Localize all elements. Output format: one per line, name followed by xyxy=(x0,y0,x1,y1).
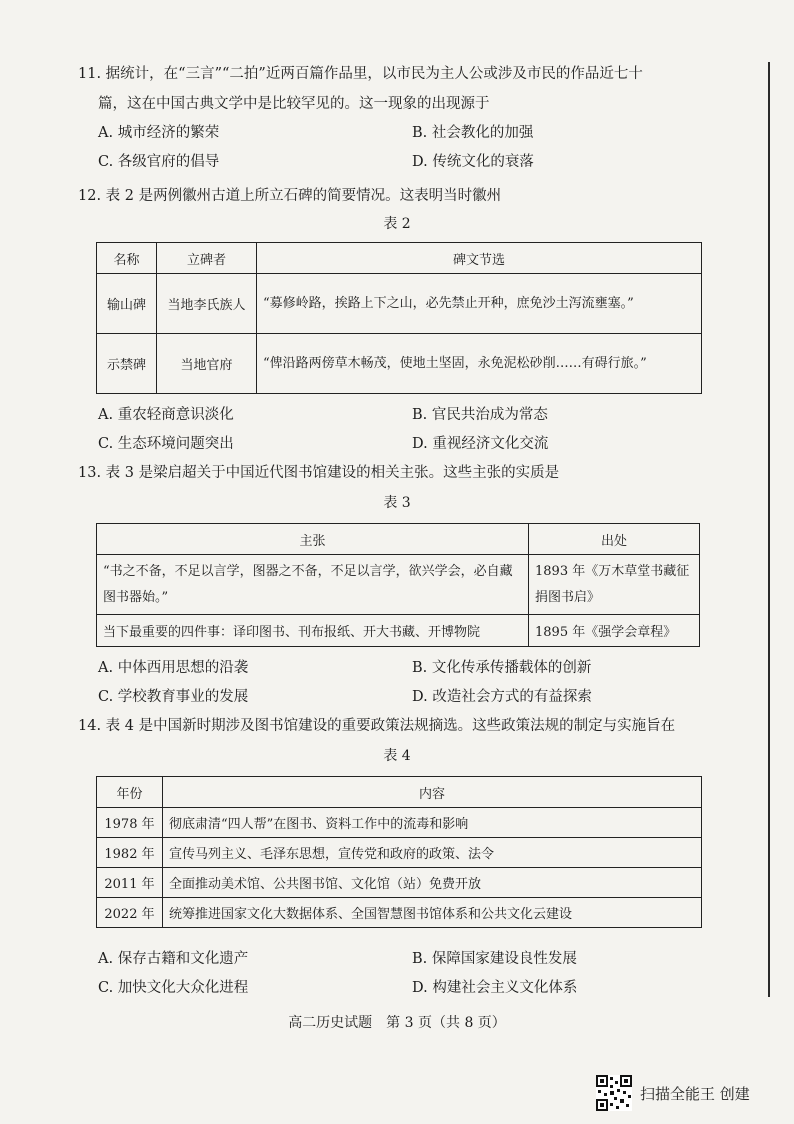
table2-cell: “俾沿路两傍草木畅茂，使地土坚固，永免泥松砂削……有碍行旅。” xyxy=(257,334,702,394)
table3-cell: “书之不备，不足以言学，图器之不备，不足以言学，欲兴学会，必自藏图书器始。” xyxy=(97,555,529,615)
table-2 xyxy=(96,242,702,394)
table4-cell: 1982 年 xyxy=(97,838,163,868)
q12-option-a: A. 重农轻商意识淡化 xyxy=(98,407,234,423)
table2-cell: “募修岭路，挨路上下之山，必先禁止开种，庶免沙土泻流壅塞。” xyxy=(257,274,702,334)
table4-cell: 2022 年 xyxy=(97,898,163,928)
qr-code-icon xyxy=(596,1075,632,1111)
table2-header-erector: 立碑者 xyxy=(157,243,257,274)
q13-option-a: A. 中体西用思想的沿袭 xyxy=(98,660,249,676)
table-4 xyxy=(96,776,702,928)
table2-caption: 表 2 xyxy=(383,216,411,232)
table2-cell: 示禁碑 xyxy=(97,334,157,394)
table3-cell: 当下最重要的四件事：译印图书、刊布报纸、开大书藏、开博物院 xyxy=(97,615,529,647)
margin-rule xyxy=(768,62,770,997)
q11-option-a: A. 城市经济的繁荣 xyxy=(98,125,220,141)
q11-option-b: B. 社会教化的加强 xyxy=(412,125,534,141)
table2-cell: 输山碑 xyxy=(97,274,157,334)
table4-header-content: 内容 xyxy=(163,777,702,808)
table4-cell: 彻底肃清“四人帮”在图书、资料工作中的流毒和影响 xyxy=(163,808,702,838)
q11-line1: 11. 据统计，在“三言”“二拍”近两百篇作品里，以市民为主人公或涉及市民的作品近七十 xyxy=(78,66,643,82)
q12-option-c: C. 生态环境问题突出 xyxy=(98,436,234,452)
q14-option-b: B. 保障国家建设良性发展 xyxy=(412,951,577,967)
q11-option-d: D. 传统文化的衰落 xyxy=(412,154,534,170)
table4-caption: 表 4 xyxy=(383,748,411,764)
table2-cell: 当地官府 xyxy=(157,334,257,394)
table3-cell: 1893 年《万木草堂书藏征捐图书启》 xyxy=(529,555,700,615)
table3-caption: 表 3 xyxy=(383,495,411,511)
table2-cell: 当地李氏族人 xyxy=(157,274,257,334)
q14-option-a: A. 保存古籍和文化遗产 xyxy=(98,951,249,967)
q12-stem: 12. 表 2 是两例徽州古道上所立石碑的简要情况。这表明当时徽州 xyxy=(78,188,502,204)
q12-option-d: D. 重视经济文化交流 xyxy=(412,436,549,452)
q14-stem: 14. 表 4 是中国新时期涉及图书馆建设的重要政策法规摘选。这些政策法规的制定与实施旨在 xyxy=(78,718,676,734)
table4-cell: 宣传马列主义、毛泽东思想，宣传党和政府的政策、法令 xyxy=(163,838,702,868)
scanner-watermark-text: 扫描全能王 创建 xyxy=(640,1085,750,1103)
table3-header-source: 出处 xyxy=(529,524,700,555)
q12-option-b: B. 官民共治成为常态 xyxy=(412,407,548,423)
q11-option-c: C. 各级官府的倡导 xyxy=(98,154,220,170)
table-3 xyxy=(96,523,700,647)
table4-cell: 2011 年 xyxy=(97,868,163,898)
q13-option-b: B. 文化传承传播载体的创新 xyxy=(412,660,592,676)
q13-stem: 13. 表 3 是梁启超关于中国近代图书馆建设的相关主张。这些主张的实质是 xyxy=(78,465,560,481)
page-footer: 高二历史试题 第 3 页（共 8 页） xyxy=(288,1015,506,1031)
q14-option-c: C. 加快文化大众化进程 xyxy=(98,980,249,996)
q11-line2: 篇，这在中国古典文学中是比较罕见的。这一现象的出现源于 xyxy=(98,96,490,112)
table2-header-excerpt: 碑文节选 xyxy=(257,243,702,274)
q14-option-d: D. 构建社会主义文化体系 xyxy=(412,980,578,996)
q13-option-d: D. 改造社会方式的有益探索 xyxy=(412,689,592,705)
table4-header-year: 年份 xyxy=(97,777,163,808)
table3-header-claim: 主张 xyxy=(97,524,529,555)
table3-cell: 1895 年《强学会章程》 xyxy=(529,615,700,647)
table2-header-name: 名称 xyxy=(97,243,157,274)
table4-cell: 统筹推进国家文化大数据体系、全国智慧图书馆体系和公共文化云建设 xyxy=(163,898,702,928)
table4-cell: 1978 年 xyxy=(97,808,163,838)
table4-cell: 全面推动美术馆、公共图书馆、文化馆（站）免费开放 xyxy=(163,868,702,898)
q13-option-c: C. 学校教育事业的发展 xyxy=(98,689,249,705)
